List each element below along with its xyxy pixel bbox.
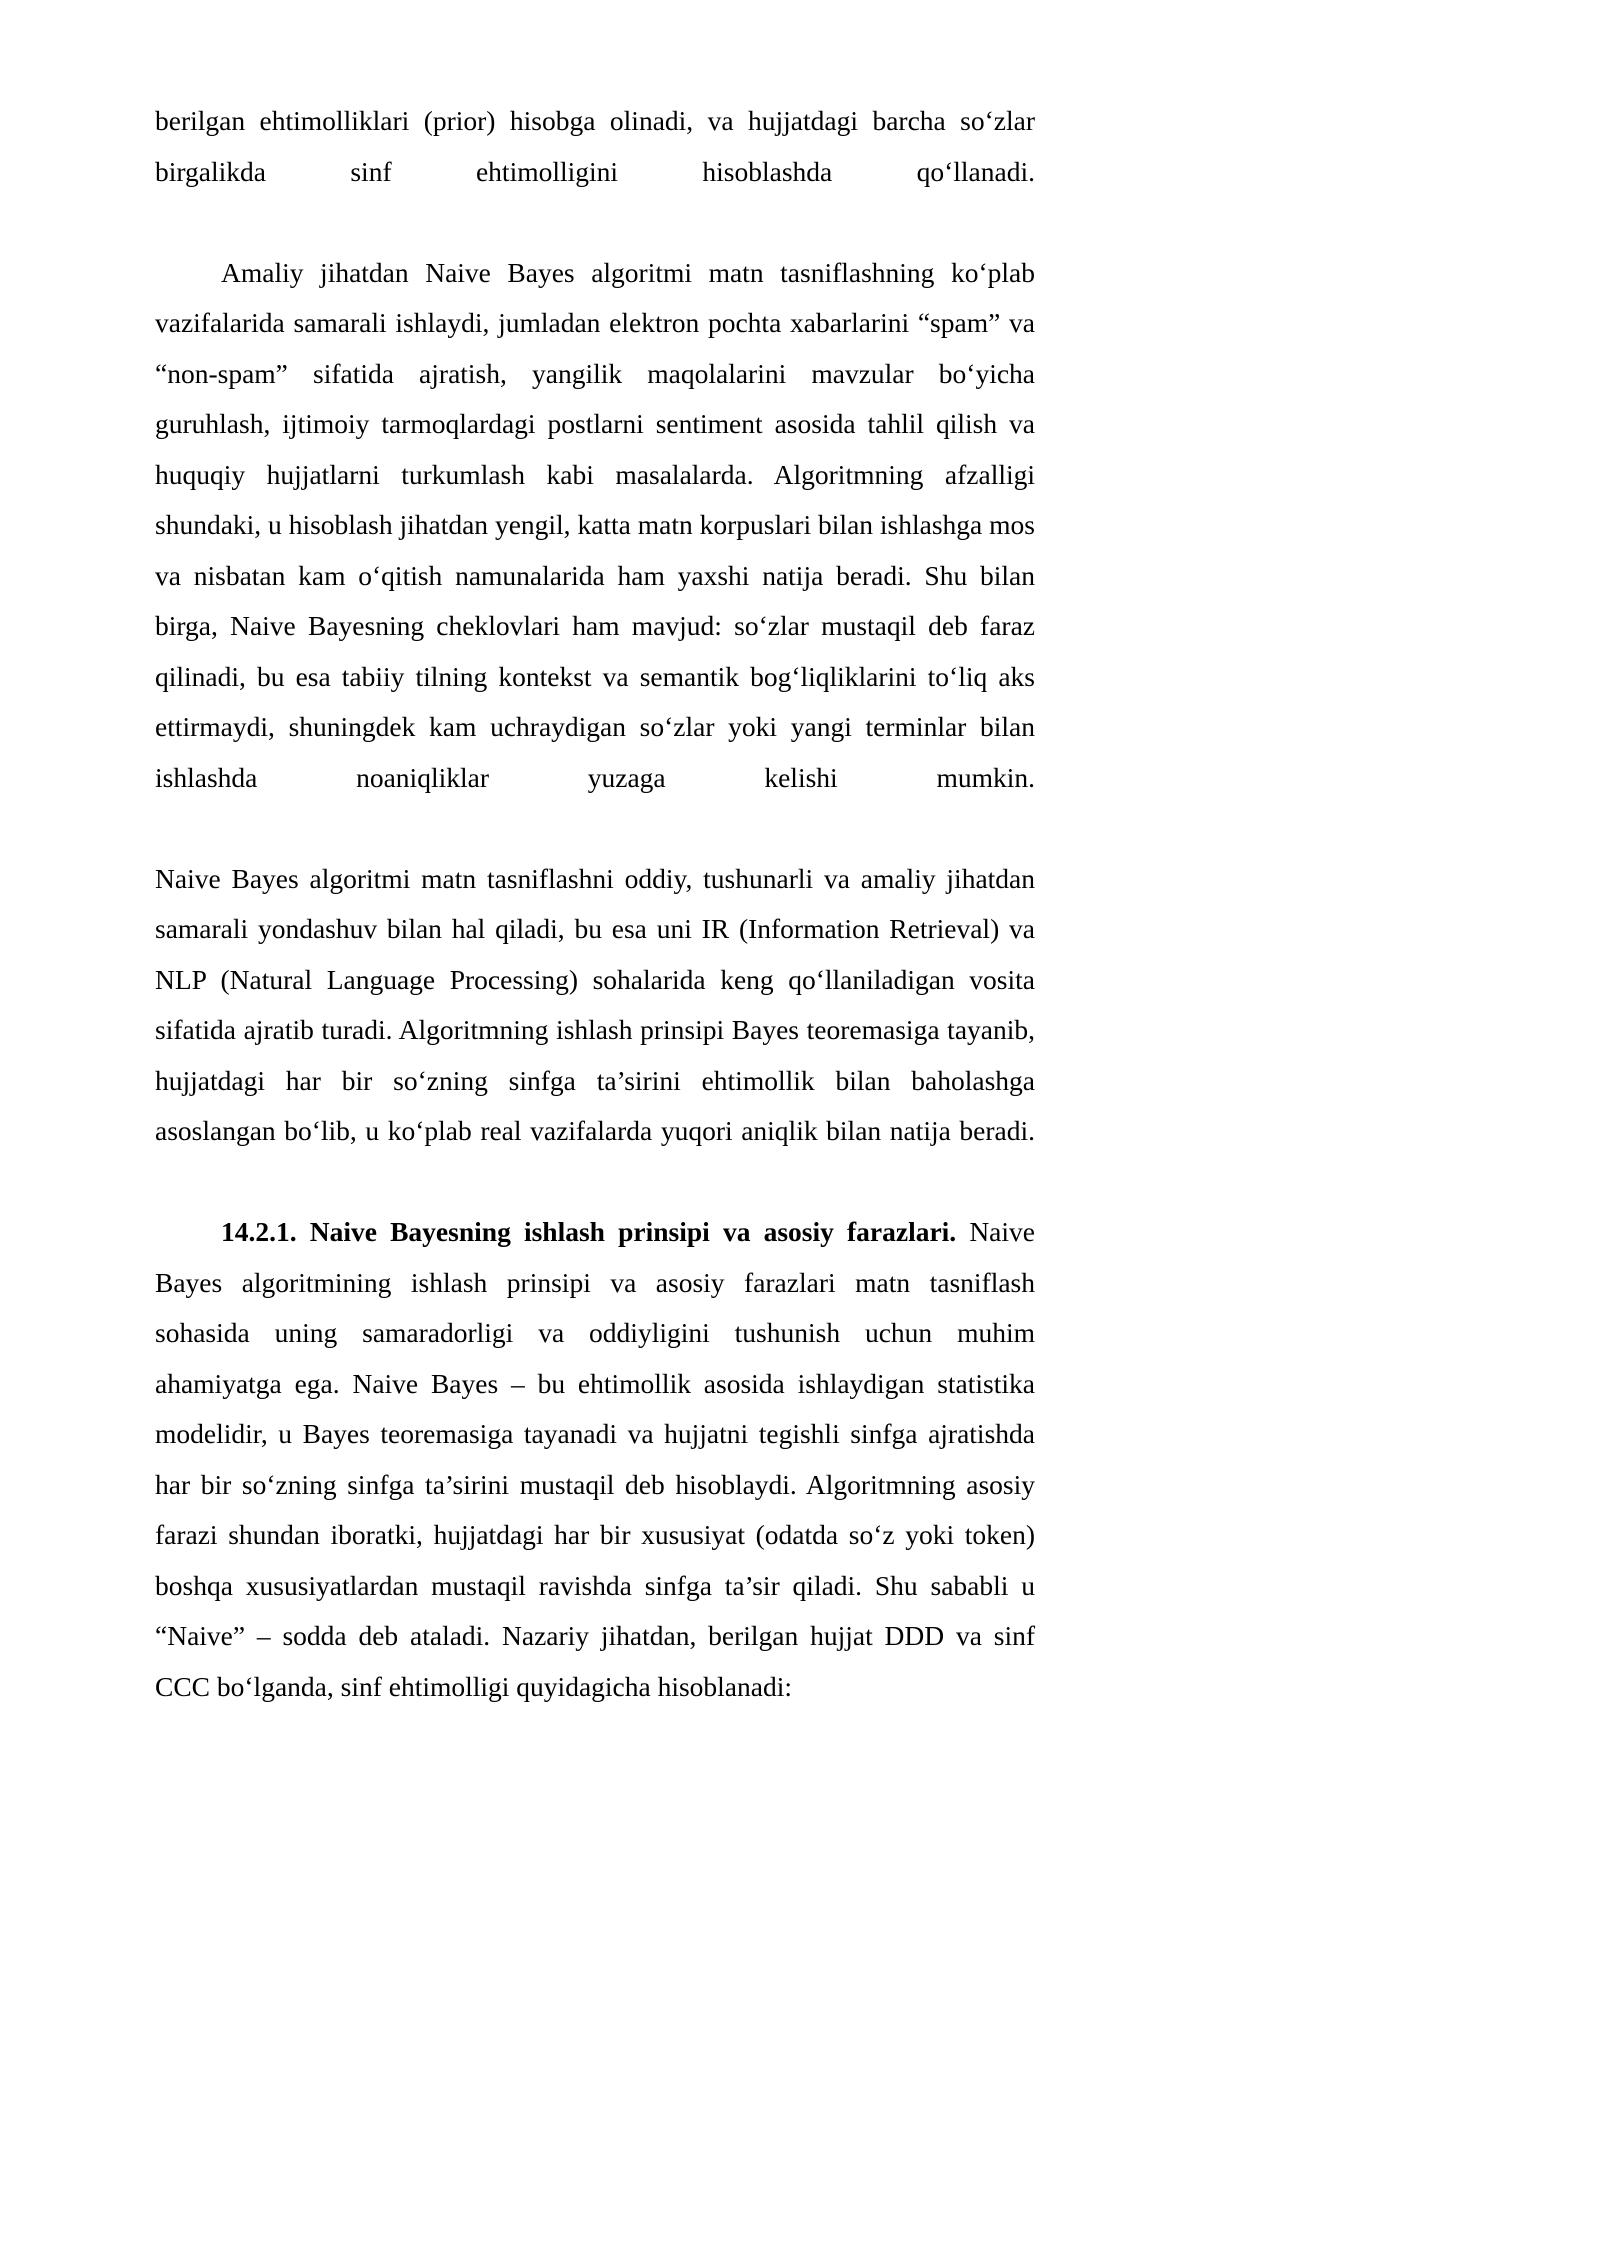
section-paragraph — [155, 1207, 1035, 1712]
paragraph-3: Naive Bayes algoritmi matn tasniflashni oddiy, tushunarli va amaliy jihatdan samarali yondashuv bilan hal qiladi, bu esa uni IR (Information Retrieval) va NLP (Natural Language Processing) sohalarida keng qo‘llaniladigan vosita sifatida ajratib turadi. Algoritmning ishlash prinsipi Bayes teoremasiga tayanib, hujjatdagi har bir so‘zning sinfga ta’sirini ehtimollik bilan baholashga asoslangan bo‘lib, u ko‘plab real vazifalarda yuqori aniqlik bilan natija beradi. — [155, 862, 1035, 1146]
paragraph-1: berilgan ehtimolliklari (prior) hisobga olinadi, va hujjatdagi barcha so‘zlar birgalikda sinf ehtimolligini hisoblashda qo‘llanadi. — [155, 105, 1035, 187]
document-body — [155, 96, 1035, 1712]
paragraph-2: Amaliy jihatdan Naive Bayes algoritmi matn tasniflashning ko‘plab vazifalarida samarali ishlaydi, jumladan elektron pochta xabarlarini “spam” va “non-spam” sifatida ajratish, yangilik maqolalarini mavzular bo‘yicha guruhlash, ijtimoiy tarmoqlardagi postlarni sentiment asosida tahlil qilish va huquqiy hujjatlarni turkumlash kabi masalalarda. Algoritmning afzalligi shundaki, u hisoblash jihatdan yengil, katta matn korpuslari bilan ishlashga mos va nisbatan kam o‘qitish namunalarida ham yaxshi natija beradi. Shu bilan birga, Naive Bayesning cheklovlari ham mavjud: so‘zlar mustaqil deb faraz qilinadi, bu esa tabiiy tilning kontekst va semantik bog‘liqliklarini to‘liq aks ettirmaydi, shuningdek kam uchraydigan so‘zlar yoki yangi terminlar bilan ishlashda noaniqliklar yuzaga kelishi mumkin. — [155, 256, 1035, 793]
section-heading: 14.2.1. Naive Bayesning ishlash prinsipi va asosiy farazlari. — [221, 1216, 957, 1247]
section-body: Naive Bayes algoritmining ishlash prinsipi va asosiy farazlari matn tasniflash sohasida uning samaradorligi va oddiyligini tushunish uchun muhim ahamiyatga ega. Naive Bayes – bu ehtimollik asosida ishlaydigan statistika modelidir, u Bayes teoremasiga tayanadi va hujjatni tegishli sinfga ajratishda har bir so‘zning sinfga ta’sirini mustaqil deb hisoblaydi. Algoritmning asosiy farazi shundan iboratki, hujjatdagi har bir xususiyat (odatda so‘z yoki token) boshqa xususiyatlardan mustaqil ravishda sinfga ta’sir qiladi. Shu sababli u “Naive” – sodda deb ataladi. Nazariy jihatdan, berilgan hujjat DDD va sinf CCC bo‘lganda, sinf ehtimolligi quyidagicha hisoblanadi: — [155, 1216, 1035, 1702]
